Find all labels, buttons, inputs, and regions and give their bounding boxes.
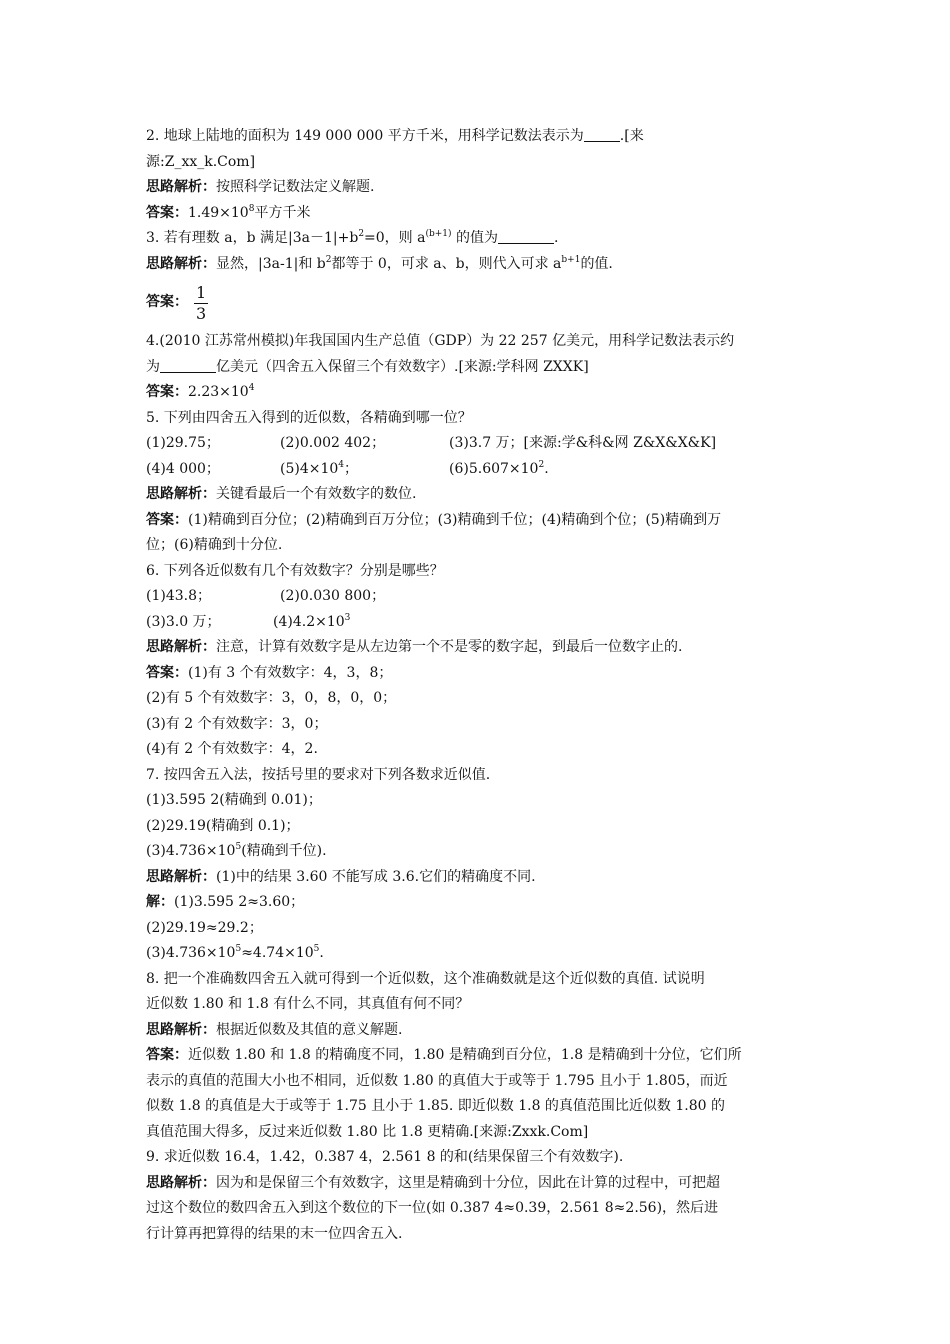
- q7-solution-3-end: .: [319, 945, 324, 961]
- analysis-label: 思路解析：: [146, 639, 216, 655]
- q6-answer-4: (4)有 2 个有效数字：4，2.: [146, 741, 318, 757]
- q5-item-6: [449, 457, 549, 483]
- q8-line1: 8. 把一个准确数四舍五入就可得到一个近似数，这个准确数就是这个近似数的真值. 试说明: [146, 970, 705, 987]
- analysis-label: 思路解析：: [146, 1021, 216, 1038]
- q4-text-b: 亿美元（四舍五入保留三个有效数字）.[来源:学科网 ZXXK]: [216, 358, 589, 375]
- q6-analysis-text: 注意，计算有效数字是从左边第一个不是零的数字起，到最后一位数字止的.: [216, 639, 683, 655]
- q3-exponent: 2: [358, 229, 365, 239]
- answer-label: 答案：: [146, 511, 188, 528]
- fraction-denominator: 3: [196, 303, 207, 323]
- q3-analysis-c: 的值.: [580, 255, 613, 272]
- q5-item-5-base: (5)4×10: [280, 460, 339, 477]
- q7-solution-3-b: ≈4.74×10: [241, 945, 314, 961]
- q7-title: 7. 按四舍五入法，按括号里的要求对下列各数求近似值.: [146, 766, 491, 783]
- q8-analysis: [146, 1018, 810, 1044]
- q8-line2: 近似数 1.80 和 1.8 有什么不同，其真值有何不同？: [146, 996, 470, 1012]
- q8-analysis-text: 根据近似数及其值的意义解题.: [216, 1021, 403, 1038]
- q2-line2: 源:Z_xx_k.Com]: [146, 153, 256, 170]
- q7-item-1: (1)3.595 2(精确到 0.01)；: [146, 792, 322, 808]
- q6-answer-text-1: (1)有 3 个有效数字：4，3，8；: [188, 664, 393, 681]
- q3-text-end: .: [554, 230, 559, 246]
- q2-answer-unit: 平方千米: [254, 204, 311, 221]
- q4-answer-exponent: 4: [248, 383, 255, 393]
- q8-answer-text-1: 近似数 1.80 和 1.8 的精确度不同，1.80 是精确到百分位，1.8 是精确到十分位，它们所: [188, 1047, 742, 1063]
- q9-analysis-line2: 过这个数位的数四舍五入到这个数位的下一位(如 0.387 4≈0.39，2.561 8≈2.56)，然后进: [146, 1200, 719, 1216]
- q8-answer-line4: 真值范围大得多，反过来近似数 1.80 比 1.8 更精确.[来源:Zxxk.Com]: [146, 1123, 589, 1140]
- q6-item-3: (3)3.0 万；: [146, 613, 221, 630]
- q3-analysis-exponent: 2: [325, 254, 332, 265]
- analysis-label: 思路解析：: [146, 255, 216, 272]
- q7-analysis-text: (1)中的结果 3.60 不能写成 3.6.它们的精确度不同.: [216, 868, 536, 885]
- q9-analysis-line3: 行计算再把算得的结果的末一位四舍五入.: [146, 1225, 403, 1242]
- q2-question-text: 2. 地球上陆地的面积为 149 000 000 平方千米，用科学记数法表示为: [146, 128, 584, 144]
- q3-answer: [146, 277, 810, 329]
- q6-analysis: [146, 635, 810, 661]
- q5-item-3: (3)3.7 万；[来源:学&科&网 Z&X&X&K]: [449, 435, 717, 451]
- q2-question-end: .[来: [619, 128, 644, 144]
- q3-analysis-b: 都等于 0，可求 a、b，则代入可求 a: [331, 255, 562, 272]
- q4-line2: [146, 355, 810, 381]
- q6-title: 6. 下列各近似数有几个有效数字？分别是哪些？: [146, 562, 444, 579]
- q6-items-row2: [146, 610, 810, 636]
- q4-answer-base: 2.23×10: [188, 384, 249, 400]
- q7-solution-3: [146, 941, 810, 967]
- q5-title: 5. 下列由四舍五入得到的近似数，各精确到哪一位？: [146, 409, 472, 426]
- q5-item-2: (2)0.002 402；: [280, 435, 386, 451]
- q6-items-row1: [146, 584, 810, 610]
- q6-item-4-base: (4)4.2×10: [273, 613, 345, 630]
- q7-solution-1: [146, 890, 810, 916]
- q6-item-2: (2)0.030 800；: [280, 588, 386, 604]
- q6-item-1: (1)43.8；: [146, 588, 212, 604]
- q5-item-5: [280, 457, 449, 483]
- q7-analysis: [146, 865, 810, 891]
- q7-solution-text-1: (1)3.595 2≈3.60；: [174, 894, 305, 910]
- answer-label: 答案：: [146, 664, 188, 681]
- q7-solution-3-a: (3)4.736×10: [146, 945, 236, 961]
- q9-analysis-text-1: 因为和是保留三个有效数字，这里是精确到十分位，因此在计算的过程中，可把超: [216, 1174, 720, 1191]
- q8-answer-line1: [146, 1043, 810, 1069]
- q7-item-3: [146, 839, 810, 865]
- q3-text-b: =0，则 a: [364, 230, 426, 246]
- q5-answer-line1: [146, 508, 810, 534]
- q7-item-3-end: (精确到千位).: [241, 843, 327, 859]
- q7-item-3-exponent: 5: [235, 842, 242, 852]
- q2-answer-base: 1.49×10: [188, 204, 249, 221]
- q3-text-c: 的值为: [451, 230, 498, 246]
- q7-solution-2: (2)29.19≈29.2；: [146, 919, 263, 936]
- q9-analysis-line1: [146, 1171, 810, 1197]
- q3-analysis: [146, 252, 810, 278]
- q3-answer-blank: [498, 229, 554, 244]
- q3-exponent2: (b+1): [425, 229, 452, 239]
- q6-item-4: [273, 610, 350, 636]
- q5-answer-text-1: (1)精确到百分位；(2)精确到百万分位；(3)精确到千位；(4)精确到个位；(5)精确到万: [188, 511, 722, 528]
- q2-answer-blank: [584, 127, 620, 142]
- analysis-label: 思路解析：: [146, 486, 216, 502]
- q5-analysis-text: 关键看最后一个有效数字的数位.: [216, 486, 417, 502]
- answer-label: 答案：: [146, 1047, 188, 1063]
- q3-analysis-exponent2: b+1: [561, 254, 581, 265]
- q5-item-5-exponent: 4: [338, 459, 345, 470]
- q8-answer-line3: 似数 1.8 的真值是大于或等于 1.75 且小于 1.85. 即近似数 1.8 的真值范围比近似数 1.80 的: [146, 1098, 725, 1114]
- q7-solution-3-exponent2: 5: [313, 944, 320, 954]
- q7-item-2: (2)29.19(精确到 0.1)；: [146, 817, 300, 834]
- solution-label: 解：: [146, 894, 174, 910]
- q5-items-row2: [146, 457, 810, 483]
- answer-label: 答案：: [146, 294, 188, 311]
- q4-answer: [146, 380, 810, 406]
- document-body: [146, 124, 810, 1247]
- q6-answer-1: [146, 661, 810, 687]
- q5-item-6-end: .: [544, 460, 549, 477]
- q4-answer-blank: [160, 358, 216, 373]
- q6-answer-2: (2)有 5 个有效数字：3，0，8，0，0；: [146, 690, 397, 706]
- answer-label: 答案：: [146, 384, 188, 400]
- fraction-numerator: 1: [196, 282, 207, 302]
- q5-answer-line2: 位；(6)精确到十分位.: [146, 537, 283, 553]
- q2-answer-exponent: 8: [248, 203, 255, 214]
- q3-text-a: 3. 若有理数 a，b 满足|3a－1|+b: [146, 230, 359, 246]
- q3-question: [146, 226, 810, 252]
- q2-analysis-text: 按照科学记数法定义解题.: [216, 179, 375, 195]
- q2-analysis: [146, 175, 810, 201]
- q5-item-1: (1)29.75；: [146, 435, 220, 451]
- analysis-label: 思路解析：: [146, 1174, 216, 1191]
- q3-analysis-a: 显然，|3a-1|和 b: [216, 255, 326, 272]
- q5-analysis: [146, 482, 810, 508]
- q8-answer-line2: 表示的真值的范围大小也不相同，近似数 1.80 的真值大于或等于 1.795 且小于 1.805，而近: [146, 1072, 728, 1089]
- answer-label: 答案：: [146, 204, 188, 221]
- q5-item-6-base: (6)5.607×10: [449, 460, 539, 477]
- analysis-label: 思路解析：: [146, 868, 216, 885]
- q3-answer-fraction: [194, 283, 208, 324]
- q5-items-row1: [146, 431, 810, 457]
- q4-text-a: 为: [146, 358, 160, 375]
- q4-line1: 4.(2010 江苏常州模拟)年我国国内生产总值（GDP）为 22 257 亿美元，用科学记数法表示约: [146, 333, 735, 349]
- q5-item-6-exponent: 2: [538, 459, 545, 470]
- q9-title: 9. 求近似数 16.4，1.42，0.387 4，2.561 8 的和(结果保留三个有效数字).: [146, 1149, 624, 1165]
- q7-solution-3-exponent1: 5: [235, 944, 242, 954]
- q7-item-3-base: (3)4.736×10: [146, 843, 236, 859]
- q5-item-4: (4)4 000；: [146, 460, 220, 477]
- q6-answer-3: (3)有 2 个有效数字：3，0；: [146, 715, 328, 732]
- q5-item-5-end: ；: [344, 460, 359, 477]
- q2-answer: [146, 201, 810, 227]
- analysis-label: 思路解析：: [146, 179, 216, 195]
- q6-item-4-exponent: 3: [344, 612, 351, 623]
- q2-line1: [146, 124, 810, 150]
